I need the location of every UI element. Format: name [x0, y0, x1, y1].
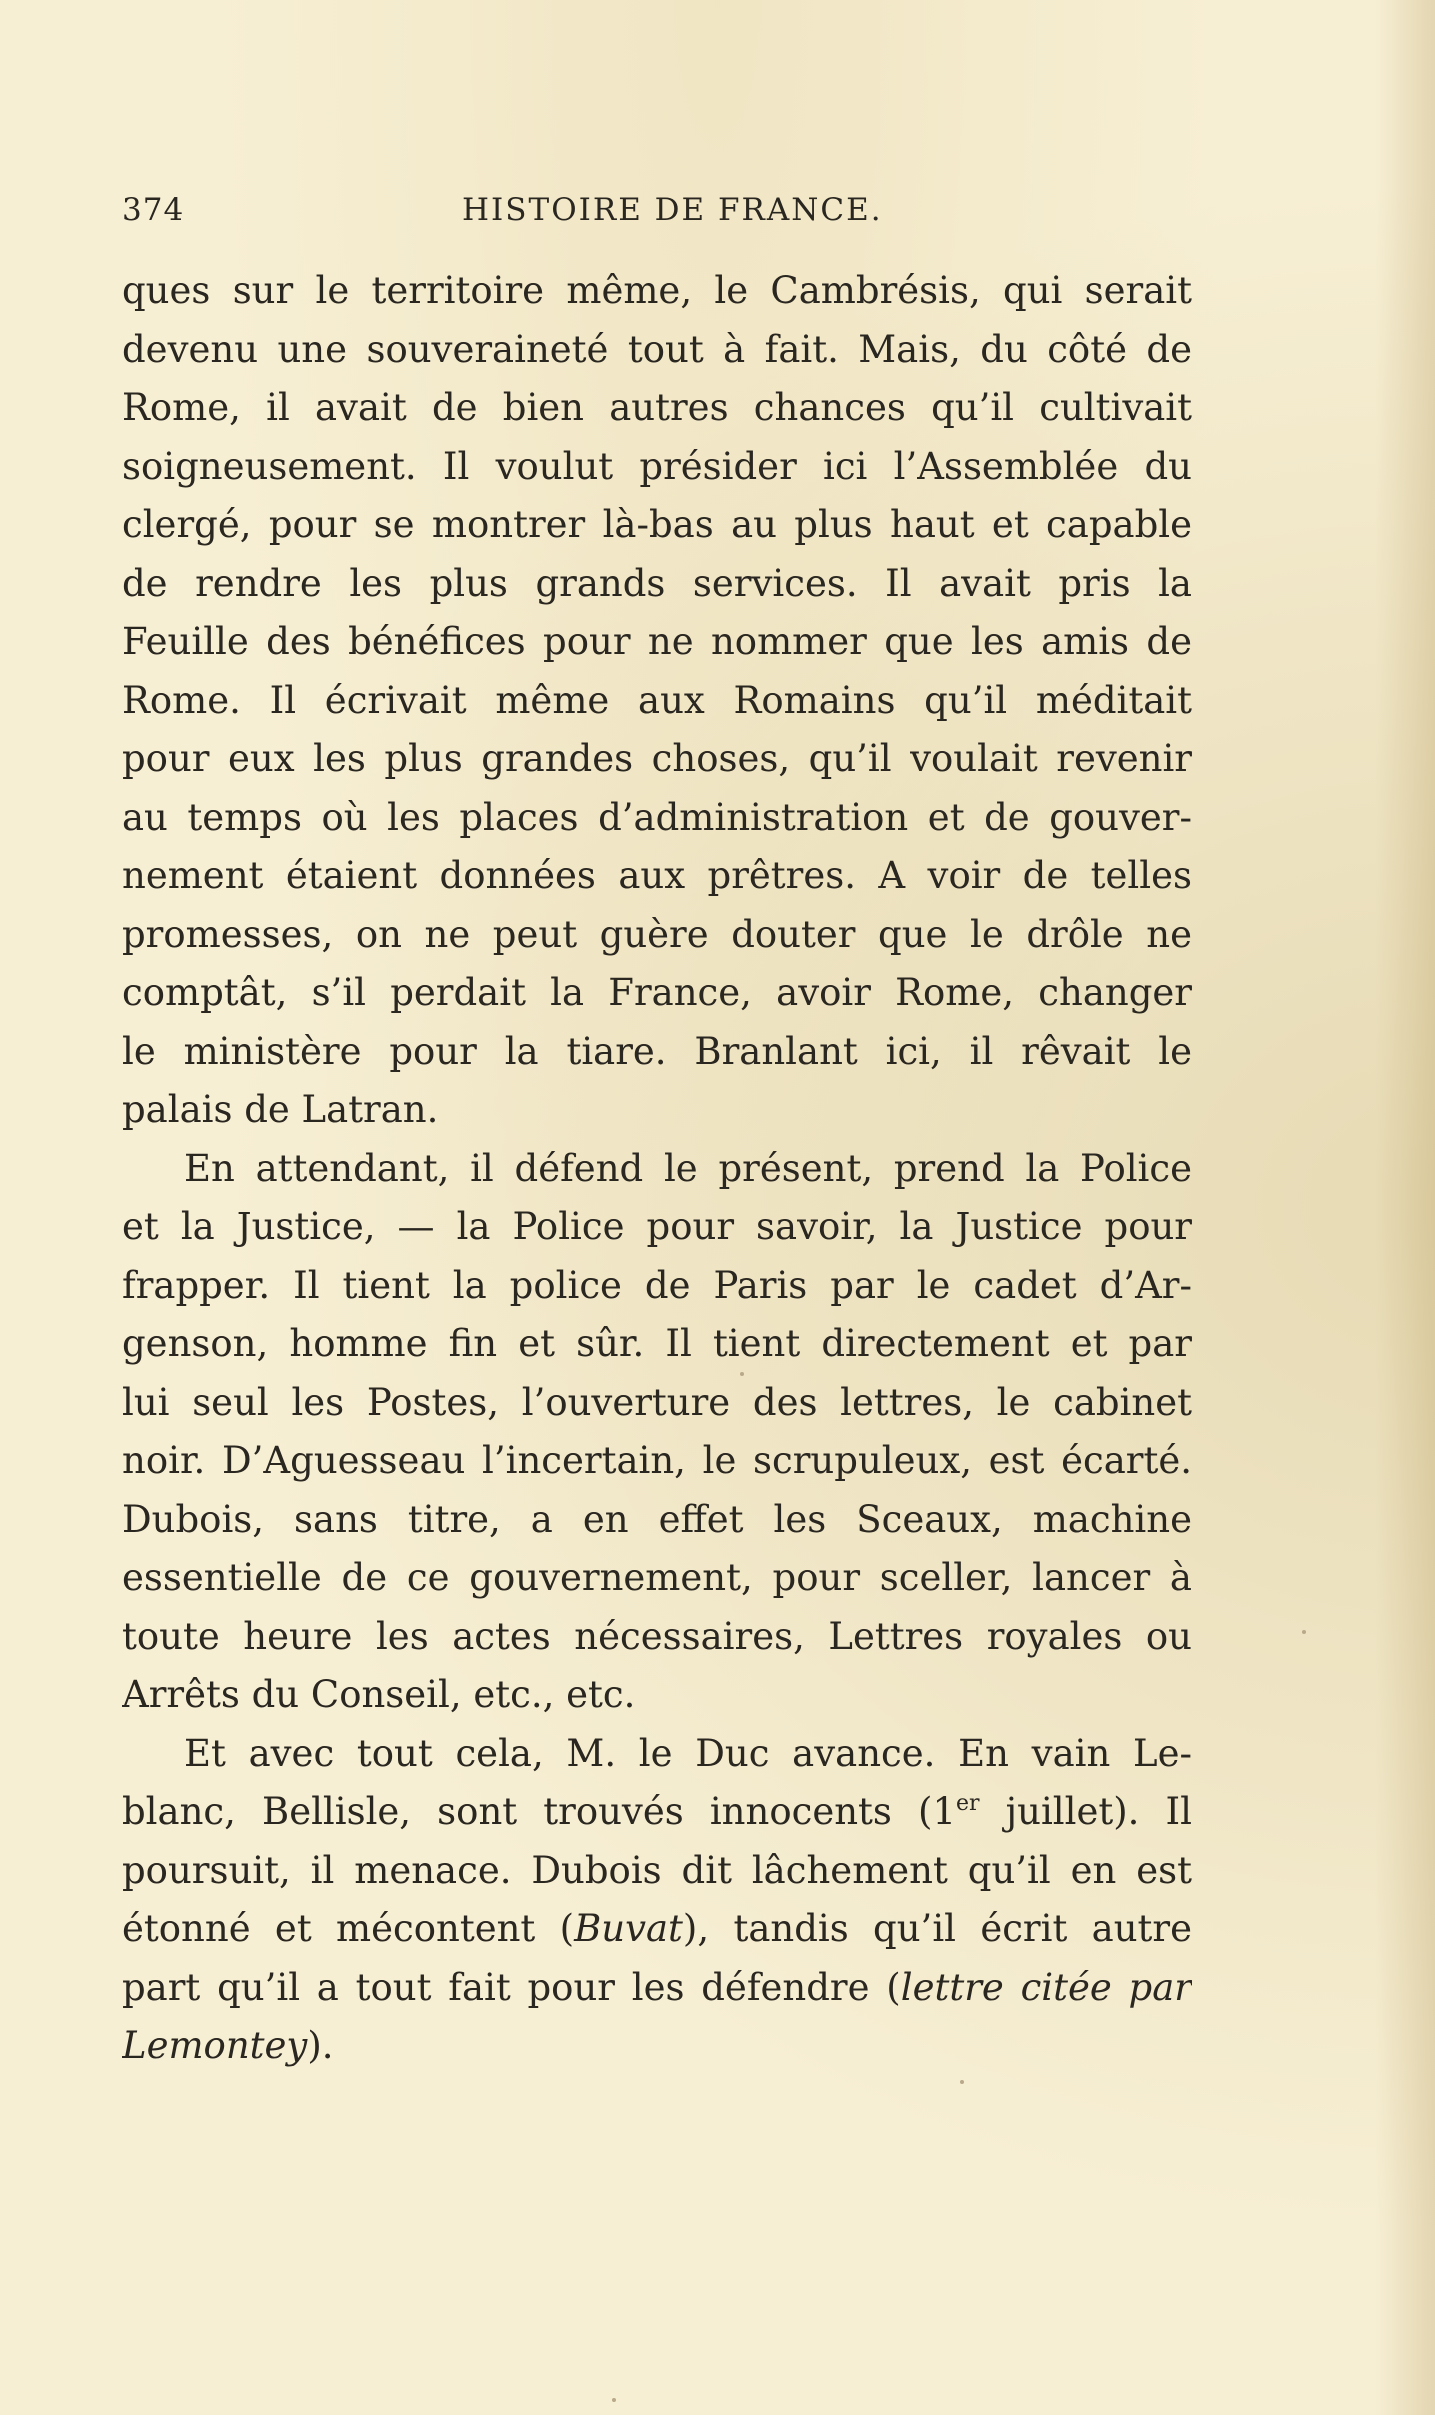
text-line: frapper. Il tient la police de Paris par le cadet d’Ar- [122, 1263, 1192, 1307]
text-line [122, 1783, 1192, 1842]
text-line: soigneusement. Il voulut présider ici l’Assemblée du [122, 444, 1192, 488]
text-line: Feuille des bénéfices pour ne nommer que les amis de [122, 620, 1192, 663]
text-line: clergé, pour se montrer là-bas au plus haut et capable [122, 503, 1192, 546]
page-number: 374 [122, 192, 185, 228]
text-line: promesses, on ne peut guère douter que le drôle ne [122, 912, 1192, 956]
paper-speck [960, 2080, 964, 2084]
text-line: genson, homme fin et sûr. Il tient directement et par [122, 1322, 1192, 1365]
italic-citation: Buvat [574, 1907, 683, 1950]
italic-citation: lettre citée par [900, 1965, 1192, 2009]
text-line: Et avec tout cela, M. le Duc avance. En vain Le- [184, 1731, 1192, 1775]
page-edge-shadow [1375, 0, 1435, 2415]
text-segment: étonné et mécontent ( [122, 1907, 575, 1950]
text-segment: ), tandis qu’il écrit autre [682, 1907, 1192, 1950]
text-line: au temps où les places d’administration et de gouver- [122, 795, 1192, 839]
text-line: noir. D’Aguesseau l’incertain, le scrupuleux, est écarté. [122, 1439, 1192, 1482]
text-line: et la Justice, — la Police pour savoir, la Justice pour [122, 1205, 1192, 1248]
text-line [122, 1900, 1192, 1959]
text-line: Rome, il avait de bien autres chances qu’il cultivait [122, 386, 1192, 429]
text-line: devenu une souveraineté tout à fait. Mais, du côté de [122, 327, 1192, 371]
text-line: de rendre les plus grands services. Il avait pris la [122, 561, 1192, 605]
body-text [122, 262, 1192, 2076]
text-line: palais de Latran. [122, 1088, 439, 1131]
running-head [122, 192, 1192, 236]
text-segment: blanc, Bellisle, sont trouvés innocents (1 [122, 1790, 956, 1833]
italic-citation: Lemontey [122, 2024, 308, 2067]
text-line: Rome. Il écrivait même aux Romains qu’il méditait [122, 678, 1192, 722]
text-segment: ). [307, 2024, 334, 2067]
text-line [122, 1959, 1192, 2018]
paper-speck [740, 1372, 744, 1376]
text-line [122, 2017, 1192, 2076]
text-line: toute heure les actes nécessaires, Lettres royales ou [122, 1614, 1192, 1658]
superscript: er [956, 1791, 980, 1816]
paper-speck [612, 2398, 616, 2402]
text-line: Dubois, sans titre, a en effet les Sceaux, machine [122, 1497, 1192, 1541]
text-line: Arrêts du Conseil, etc., etc. [122, 1673, 636, 1716]
text-line: comptât, s’il perdait la France, avoir Rome, changer [122, 971, 1192, 1014]
text-line: pour eux les plus grandes choses, qu’il voulait revenir [122, 737, 1192, 780]
text-line: En attendant, il défend le présent, prend la Police [184, 1146, 1192, 1190]
text-segment: part qu’il a tout fait pour les défendre ( [122, 1965, 901, 2009]
text-line: lui seul les Postes, l’ouverture des lettres, le cabinet [122, 1380, 1192, 1424]
text-segment: juillet). Il [979, 1790, 1192, 1833]
running-title: HISTOIRE DE FRANCE. [462, 192, 883, 228]
text-line: ques sur le territoire même, le Cambrésis, qui serait [122, 269, 1192, 312]
text-line: essentielle de ce gouvernement, pour sceller, lancer à [122, 1556, 1192, 1599]
paper-speck [1302, 1630, 1306, 1634]
text-line: poursuit, il menace. Dubois dit lâchement qu’il en est [122, 1848, 1192, 1892]
text-line: le ministère pour la tiare. Branlant ici, il rêvait le [122, 1029, 1192, 1073]
text-line: nement étaient données aux prêtres. A voir de telles [122, 854, 1192, 897]
